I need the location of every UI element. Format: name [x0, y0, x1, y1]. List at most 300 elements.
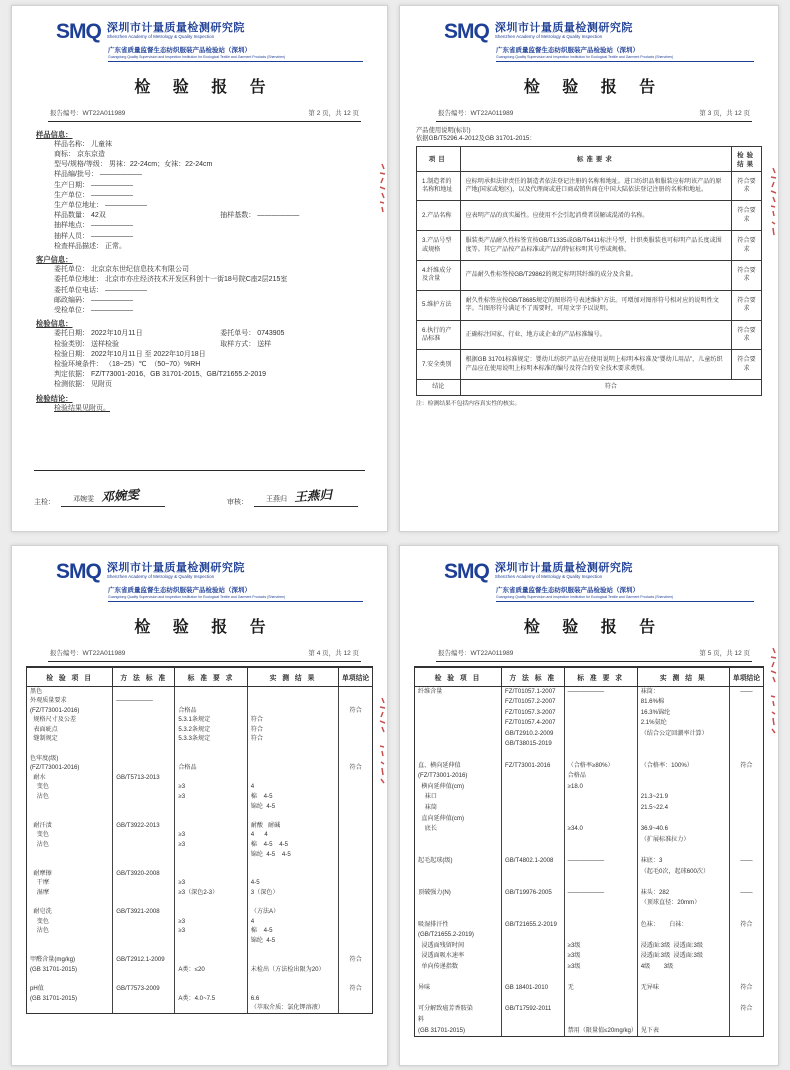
table-row: [417, 260, 762, 290]
field-label: 检验类别：: [54, 340, 91, 348]
table-cell: 表面疵点: [27, 725, 113, 735]
table-cell: GB/T5713-2013: [113, 773, 175, 783]
table-cell: GB/T7573-2009: [113, 984, 175, 994]
table-cell: [175, 821, 247, 831]
table-cell: [565, 867, 638, 878]
table-cell: [175, 696, 247, 706]
table-row: [27, 869, 372, 879]
table-cell: [339, 974, 372, 984]
field-value: 2022年10月11日 至 2022年10月18日: [90, 350, 206, 358]
table-cell: (GB 31701-2015): [415, 1026, 502, 1037]
table-cell: [730, 792, 763, 803]
requirement-cell: 正确标注国家、行业、地方或企业的产品标准编号。: [460, 320, 732, 350]
table-cell: [502, 867, 565, 878]
table-cell: [339, 811, 372, 821]
table-cell: [175, 907, 247, 917]
table-cell: [730, 845, 763, 856]
table-cell: GB/T2912.1-2009: [113, 955, 175, 965]
table-cell: [638, 771, 730, 782]
table-cell: [730, 782, 763, 793]
result-cell: 符合要求: [732, 290, 762, 320]
table-cell: [565, 845, 638, 856]
table-cell: GB/T3920-2008: [113, 869, 175, 879]
table-cell: [248, 687, 339, 697]
table-header-cell: 标 准 要 求: [175, 668, 247, 686]
header-rule: [436, 661, 752, 662]
test-results-table: [26, 666, 373, 1014]
table-cell: ——————: [565, 856, 638, 867]
table-cell: 21.3~21.9: [638, 792, 730, 803]
field-label: 样品名称：: [54, 140, 91, 148]
table-cell: [502, 994, 565, 1005]
table-cell: （萃取介质：氯化钾溶液）: [248, 1003, 339, 1013]
table-cell: [248, 744, 339, 754]
table-cell: FZ/T01057.3-2007: [502, 708, 565, 719]
table-cell: 符合: [740, 984, 753, 992]
table-cell: ≥3: [175, 830, 247, 840]
item-cell: 7.安全类别: [417, 350, 461, 380]
field-label: 生产单位地址：: [54, 201, 105, 209]
table-cell: 料: [415, 1015, 502, 1026]
table-row: [27, 1003, 372, 1013]
table-cell: [339, 1003, 372, 1013]
table-cell: GB/T2910.2-2009: [502, 729, 565, 740]
requirement-cell: 应标明承担法律责任的制造者依法登记注册的名称和地址。进口纺织品和服装应标明该产品的原产地(国家或地区)，以及代理商或进口商或销售商在中国大陆依法登记注册的名称和地址。: [460, 171, 732, 201]
table-cell: [730, 973, 763, 984]
table-cell: [565, 994, 638, 1005]
table-cell: [248, 859, 339, 869]
table-row: [415, 994, 763, 1005]
table-cell: [339, 869, 372, 879]
reviewer-group: [227, 487, 358, 507]
table-cell: [339, 926, 372, 936]
table-cell: [175, 946, 247, 956]
table-cell: A类：4.0~7.5: [175, 994, 247, 1004]
requirement-cell: 耐久性标签应按GB/T8685规定的图形符号表述维护方法。可增加对图形符号相对应的说明性文字。当图形符号满足不了需要时，可用文字予以说明。: [460, 290, 732, 320]
station-name-en: Guangdong Quality Supervision and Inspection Institution for Ecological Textile and Garment Products (Shenzhen): [108, 55, 363, 62]
table-cell: [113, 782, 175, 792]
table-row: [27, 792, 372, 802]
table-cell: 浸透面:3级 浸透面:3级: [638, 951, 730, 962]
field-row: [36, 370, 365, 380]
field-label: 样品编/批号：: [54, 171, 100, 179]
item-cell: 3.产品号型或规格: [417, 231, 461, 261]
table-cell: [502, 962, 565, 973]
report-no: 报告编号：WT22A011989: [438, 109, 514, 117]
table-cell: [502, 782, 565, 793]
table-cell: 4级 3级: [638, 962, 730, 973]
table-cell: 符合: [248, 734, 339, 744]
report-title: 检 验 报 告: [134, 78, 275, 96]
table-row: [27, 888, 372, 898]
table-cell: [730, 803, 763, 814]
field-row: [36, 360, 365, 370]
table-cell: 5.3.1条规定: [175, 715, 247, 725]
table-cell: [638, 973, 730, 984]
table-cell: [248, 754, 339, 764]
table-cell: [339, 754, 372, 764]
field-label: 委托日期：: [54, 330, 91, 338]
grid-header-row: [27, 668, 372, 687]
table-row: [415, 845, 763, 856]
table-header-cell: 检 验 项 目: [27, 668, 113, 686]
table-cell: 异味: [415, 983, 502, 994]
page-header: [400, 6, 778, 122]
table-cell: ≥3（深色2-3）: [175, 888, 247, 898]
label-inspection-table: [416, 146, 762, 396]
chief-inspector-name: 邓婉雯: [73, 496, 94, 503]
table-row: [417, 350, 762, 380]
table-cell: [175, 974, 247, 984]
table-cell: 起毛起球(级): [415, 856, 502, 867]
field-row: [36, 340, 365, 350]
table-cell: 耐水: [27, 773, 113, 783]
station-block: [496, 47, 754, 62]
table-header-cell: 标 准 要 求: [565, 668, 638, 686]
org-name: 深圳市计量质量检测研究院: [106, 22, 245, 34]
table-row: [415, 888, 763, 899]
table-row: [27, 878, 372, 888]
table-cell: ≥3: [175, 917, 247, 927]
table-row: [27, 974, 372, 984]
table-cell: [415, 909, 502, 920]
org-name-en: Shenzhen Academy of Metrology & Quality Inspection: [106, 574, 215, 579]
table-cell: [638, 909, 730, 920]
table-cell: [565, 697, 638, 708]
field-value: FZ/T73001-2016、GB 31701-2015、GB/T21655.2-2019: [90, 371, 267, 379]
table-row: [415, 718, 763, 729]
table-cell: [113, 754, 175, 764]
table-cell: ≥3级: [565, 941, 638, 952]
table-cell: 袜筒: [415, 803, 502, 814]
table-cell: [638, 930, 730, 941]
page-header: [400, 546, 778, 662]
table-header-cell: 方 法 标 准: [502, 668, 565, 686]
field-row: [36, 211, 365, 221]
table-cell: 棉 4-5: [248, 792, 339, 802]
table-cell: [248, 955, 339, 965]
table-cell: [27, 1003, 113, 1013]
chief-inspector-group: [34, 487, 165, 507]
table-cell: 直、横向延伸值: [415, 761, 502, 772]
field-label: 取样方式：: [220, 340, 258, 348]
report-meta: [46, 108, 363, 117]
table-cell: [415, 835, 502, 846]
table-cell: 符合: [349, 764, 362, 772]
table-cell: [638, 739, 730, 750]
table-header-cell: 检验结果: [732, 146, 762, 171]
table-cell: [730, 877, 763, 888]
field-value: （18~25）℃ （50~70）%RH: [104, 360, 201, 368]
table-row: [415, 1026, 763, 1037]
table-cell: pH值: [27, 984, 113, 994]
table-cell: [415, 697, 502, 708]
table-cell: 符合: [740, 1005, 753, 1013]
table-cell: 4: [248, 917, 339, 927]
table-cell: [339, 782, 372, 792]
table-cell: [113, 888, 175, 898]
report-meta: [434, 648, 754, 657]
table-row: [415, 920, 763, 931]
org-name-en: Shenzhen Academy of Metrology & Quality Inspection: [494, 574, 603, 579]
table-cell: (GB 31701-2015): [27, 965, 113, 975]
table-cell: FZ/T01057.1-2007: [502, 687, 565, 698]
table-cell: 可分解致癌芳香胺染: [415, 1004, 502, 1015]
table-cell: 浸透面残留时间: [415, 941, 502, 952]
field-row: [36, 404, 365, 414]
reviewer-label: 审核：: [227, 499, 248, 506]
result-cell: 符合要求: [732, 171, 762, 201]
section-heading: 检验结论：: [36, 393, 73, 403]
table-cell: [565, 930, 638, 941]
field-pair: [220, 340, 271, 350]
table-cell: [27, 744, 113, 754]
table-cell: 6.6: [248, 994, 339, 1004]
field-row: [36, 170, 365, 180]
field-value: 正常。: [104, 242, 126, 250]
table-cell: 单向传递指数: [415, 962, 502, 973]
table-cell: 浸透面:3级 浸透面:3级: [638, 941, 730, 952]
table-row: [415, 941, 763, 952]
report-page-4: [11, 545, 388, 1066]
field-value: ——————: [90, 306, 133, 314]
table-cell: ≥3: [175, 782, 247, 792]
table-cell: 干摩: [27, 878, 113, 888]
field-value: 京东京造: [76, 150, 105, 158]
table-cell: 无: [565, 983, 638, 994]
table-row: [415, 687, 763, 698]
table-cell: [339, 821, 372, 831]
table-row: [27, 994, 372, 1004]
table-cell: [565, 1004, 638, 1015]
requirement-cell: 服装类产品耐久性标签宜按GB/T1335或GB/T6411标注号型，针织类服装也可标明产品长度或围度等。其它产品按产品标准或产品的特征标明其号型或规格。: [460, 231, 732, 261]
red-seal-fragment: [769, 646, 778, 736]
requirement-cell: 根据GB 31701标准规定：婴幼儿纺织产品应在使用说明上标明本标准及“婴幼儿用品”，儿童纺织产品应在使用说明上标明本标准的编号及符合的安全技术要求类别。: [460, 350, 732, 380]
table-cell: [113, 859, 175, 869]
table-row: [415, 729, 763, 740]
table-cell: 缝制规定: [27, 734, 113, 744]
sample-info-body: [12, 122, 387, 414]
table-cell: [339, 802, 372, 812]
field-label: 委托单位：: [54, 266, 91, 274]
field-value: 42双: [90, 212, 106, 220]
table-row: [415, 782, 763, 793]
table-cell: [565, 814, 638, 825]
report-no: 报告编号：WT22A011989: [50, 649, 126, 657]
table-cell: 变色: [27, 830, 113, 840]
table-cell: [113, 946, 175, 956]
table-row: [27, 898, 372, 908]
page-header: [12, 546, 387, 662]
table-cell: 符合: [349, 706, 362, 714]
station-block: [108, 587, 363, 602]
table-row: [27, 782, 372, 792]
org-block: [495, 22, 633, 40]
table-cell: [730, 867, 763, 878]
table-header-cell: 实 测 结 果: [248, 668, 339, 686]
table-cell: 符合: [740, 761, 753, 769]
table-cell: [248, 763, 339, 773]
table-cell: （结合公定回潮率计算）: [638, 729, 730, 740]
table-cell: FZ/T01057.2-2007: [502, 697, 565, 708]
table-cell: [175, 869, 247, 879]
table-cell: [339, 840, 372, 850]
table-cell: [565, 803, 638, 814]
table-row: [417, 201, 762, 231]
table-cell: 符合: [248, 725, 339, 735]
table-cell: 袜筒：: [638, 687, 730, 698]
org-name: 深圳市计量质量检测研究院: [106, 562, 245, 574]
field-row: [36, 380, 365, 390]
field-label: 生产日期：: [54, 181, 91, 189]
table-cell: 耐汗渍: [27, 821, 113, 831]
table-cell: 袜底：3: [638, 856, 730, 867]
field-label: 检验日期：: [54, 350, 91, 358]
item-cell: 4.纤维成分及含量: [417, 260, 461, 290]
table-cell: [730, 697, 763, 708]
station-name: 广东省质量监督生态纺织服装产品检验站（深圳）: [496, 587, 639, 594]
table-cell: [730, 824, 763, 835]
table-cell: [730, 729, 763, 740]
section-heading: 样品信息：: [36, 129, 73, 139]
field-value: ——————: [90, 191, 133, 199]
table-cell: [502, 951, 565, 962]
table-cell: [415, 718, 502, 729]
table-row: [415, 1015, 763, 1026]
field-label: 检查样品描述：: [54, 242, 105, 250]
table-cell: [415, 739, 502, 750]
table-cell: [730, 708, 763, 719]
table-header-cell: 实 测 结 果: [638, 668, 730, 686]
table-cell: [113, 965, 175, 975]
table-cell: [27, 802, 113, 812]
table-cell: [113, 936, 175, 946]
org-name: 深圳市计量质量检测研究院: [494, 22, 633, 34]
field-label: 商标：: [54, 150, 77, 158]
test-results-table: [414, 666, 764, 1038]
table-cell: [113, 706, 175, 716]
field-pair: [220, 329, 284, 339]
table-header-cell: 标准要求: [460, 146, 732, 171]
table-cell: [730, 994, 763, 1005]
table-cell: [175, 802, 247, 812]
table-cell: [730, 1026, 763, 1037]
table-cell: [175, 744, 247, 754]
table-cell: [502, 898, 565, 909]
table-header-cell: 单项结论: [732, 674, 761, 682]
table-cell: [730, 739, 763, 750]
org-name-en: Shenzhen Academy of Metrology & Quality Inspection: [494, 34, 603, 39]
table-cell: ≥3: [175, 840, 247, 850]
field-value: ——————: [90, 296, 133, 304]
table-cell: [415, 867, 502, 878]
table-cell: [113, 850, 175, 860]
table-cell: 5.3.3条规定: [175, 734, 247, 744]
table-cell: 禁用（限量值≤20mg/kg）: [565, 1026, 638, 1037]
table-cell: 浸透面吸水速率: [415, 951, 502, 962]
table-row: [415, 835, 763, 846]
field-pair: [220, 211, 299, 221]
table-cell: [565, 898, 638, 909]
table-cell: [113, 878, 175, 888]
field-label: 生产单位：: [54, 191, 91, 199]
table-cell: [730, 1015, 763, 1026]
field-label: 委托单位电话：: [54, 286, 105, 294]
report-page-2: [11, 5, 388, 532]
page-number: 第 3 页，共 12 页: [699, 109, 750, 117]
table-cell: 色牢度(级): [27, 754, 113, 764]
field-value: ——————: [90, 222, 133, 230]
table-cell: GB/T17592-2011: [502, 1004, 565, 1015]
table-cell: [248, 898, 339, 908]
table-cell: [339, 965, 372, 975]
signature-area: [34, 470, 365, 507]
table-cell: [638, 750, 730, 761]
table-row: [27, 773, 372, 783]
org-block: [107, 22, 245, 40]
table-row: [415, 856, 763, 867]
table-cell: [415, 973, 502, 984]
table-cell: [27, 850, 113, 860]
table-row: [417, 171, 762, 201]
table-cell: [113, 917, 175, 927]
section-heading: 客户信息：: [36, 254, 73, 264]
table-row: [415, 962, 763, 973]
table-cell: [502, 1015, 565, 1026]
table-row: [415, 803, 763, 814]
table-cell: [27, 936, 113, 946]
table-cell: 4: [248, 782, 339, 792]
table-cell: 21.5~22.4: [638, 803, 730, 814]
field-row: [36, 296, 365, 306]
table-cell: [113, 744, 175, 754]
table-cell: 吸湿排汗性: [415, 920, 502, 931]
table-header-row: [417, 146, 762, 171]
table-row: [417, 231, 762, 261]
table-cell: ≥3: [175, 926, 247, 936]
table-cell: ——————: [113, 696, 175, 706]
table-cell: [415, 750, 502, 761]
usage-instruction-basis: 依据GB/T5296.4-2012及GB 31701-2015：: [416, 135, 536, 142]
result-cell: 符合要求: [732, 231, 762, 261]
field-row: [36, 329, 365, 339]
table-cell: [502, 845, 565, 856]
field-label: 受检单位：: [54, 306, 91, 314]
table-cell: [730, 962, 763, 973]
field-label: 检测依据：: [54, 381, 91, 389]
table-cell: （方法A）: [248, 907, 339, 917]
table-cell: [502, 1026, 565, 1037]
result-cell: 符合要求: [732, 201, 762, 231]
item-cell: 5.维护方法: [417, 290, 461, 320]
table-cell: 甲醛含量(mg/kg): [27, 955, 113, 965]
table-cell: 81.6%棉: [638, 697, 730, 708]
field-value: ——————: [104, 201, 147, 209]
table-cell: [248, 773, 339, 783]
table-row: [27, 821, 372, 831]
table-cell: [175, 850, 247, 860]
table-cell: GB/T3921-2008: [113, 907, 175, 917]
table-cell: [565, 920, 638, 931]
table-cell: (GB 31701-2015): [27, 994, 113, 1004]
table-cell: [339, 734, 372, 744]
table-cell: [730, 941, 763, 952]
field-label: 抽样基数：: [220, 212, 258, 220]
table-cell: [113, 725, 175, 735]
table-cell: ≥3: [175, 792, 247, 802]
table-cell: 棉 4-5 4-5: [248, 840, 339, 850]
table-row: [27, 955, 372, 965]
